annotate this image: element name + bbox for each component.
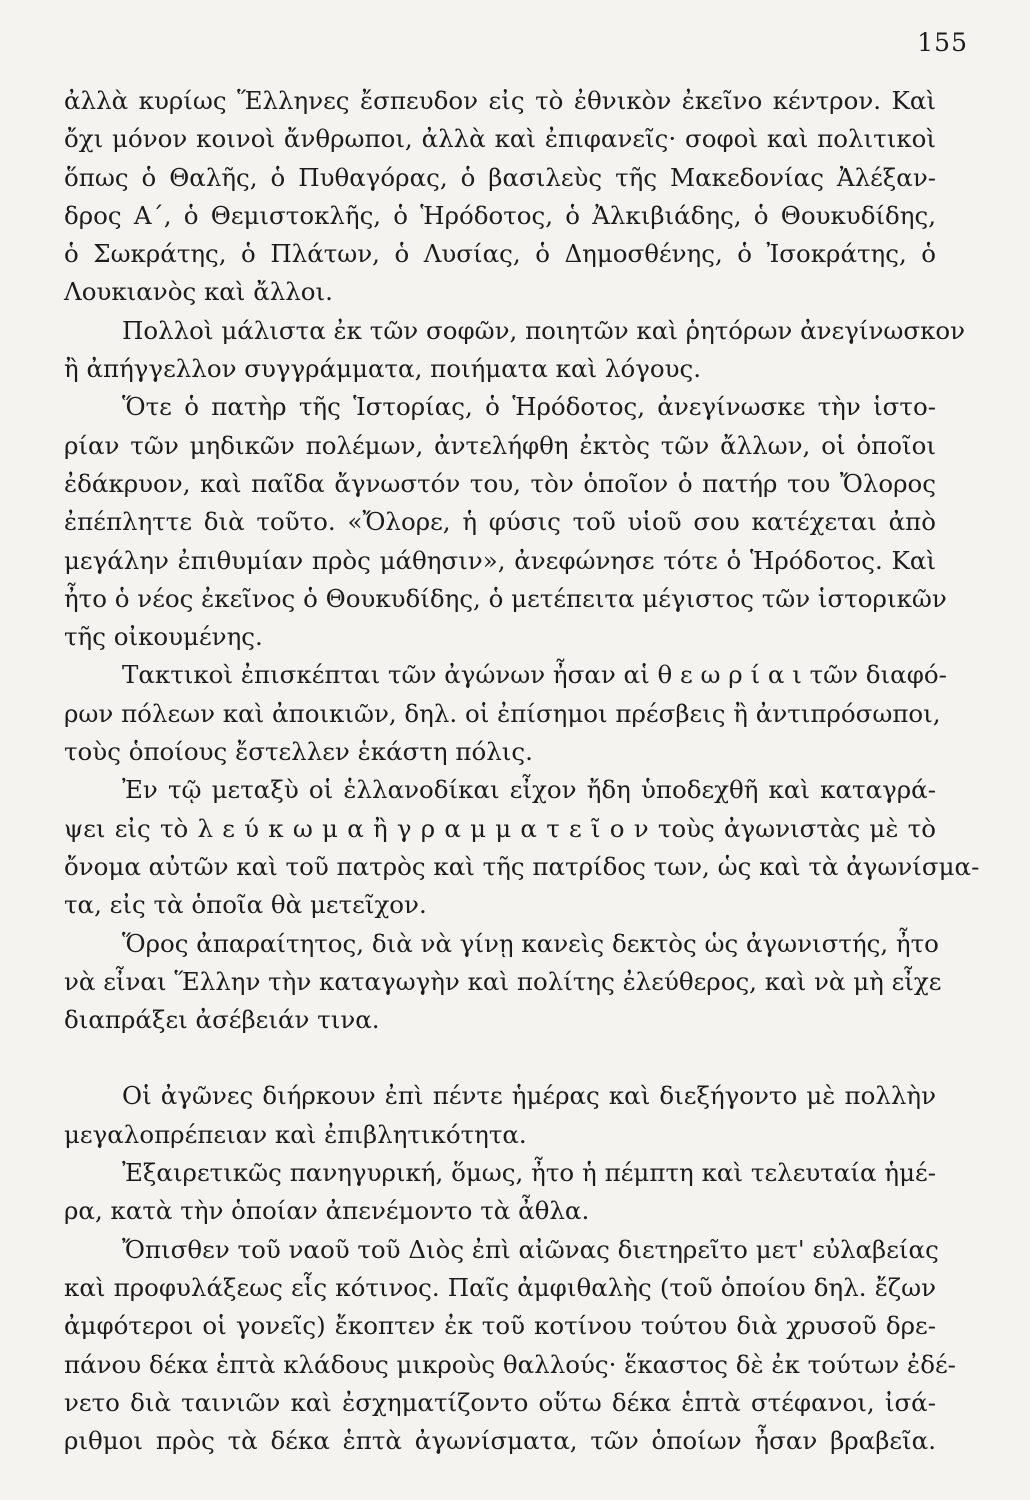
text-line: ριθμοι πρὸς τὰ δέκα ἑπτὰ ἀγωνίσματα, τῶν ὁποίων ἦσαν βραβεῖα.	[64, 1426, 936, 1456]
text-line: Οἱ ἀγῶνες διήρκουν ἐπὶ πέντε ἡμέρας καὶ διεξήγοντο μὲ πολλὴν	[122, 1081, 936, 1111]
text-line: ὄνομα αὐτῶν καὶ τοῦ πατρὸς καὶ τῆς πατρίδος των, ὡς καὶ τὰ ἀγωνίσμα-	[64, 851, 980, 881]
paragraph	[64, 1154, 936, 1231]
text-line: ἦτο ὁ νέος ἐκεῖνος ὁ Θουκυδίδης, ὁ μετέπειτα μέγιστος τῶν ἱστορικῶν	[64, 583, 947, 613]
paragraph	[64, 312, 966, 389]
text-line: νετο διὰ ταινιῶν καὶ ἐσχηματίζοντο οὕτω δέκα ἑπτὰ στέφανοι, ἰσά-	[64, 1387, 936, 1417]
text-line: Τακτικοὶ ἐπισκέπται τῶν ἀγώνων ἦσαν αἱ θ ε ω ρ ί α ι τῶν διαφό-	[122, 660, 947, 690]
text-line: ἐπέπληττε διὰ τοῦτο. «Ὄλορε, ἡ φύσις τοῦ υἱοῦ σου κατέχεται ἀπὸ	[64, 507, 936, 537]
text-line: ἀμφότεροι οἱ γονεῖς) ἔκοπτεν ἐκ τοῦ κοτίνου τούτου διὰ χρυσοῦ δρε-	[64, 1311, 936, 1341]
paragraph	[64, 1077, 936, 1154]
text-line: πάνου δέκα ἑπτὰ κλάδους μικροὺς θαλλούς· ἕκαστος δὲ ἐκ τούτων ἐδέ-	[64, 1349, 956, 1379]
text-line: Λουκιανὸς καὶ ἄλλοι.	[64, 277, 333, 307]
text-line: ρων πόλεων καὶ ἀποικιῶν, δηλ. οἱ ἐπίσημοι πρέσβεις ἢ ἀντιπρόσωποι,	[64, 698, 941, 728]
text-line: Ἐν τῷ μεταξὺ οἱ ἑλλανοδίκαι εἶχον ἤδη ὑποδεχθῆ καὶ καταγρά-	[122, 775, 936, 805]
paragraph	[64, 1231, 956, 1461]
text-line: τῆς οἰκουμένης.	[64, 622, 263, 652]
text-line: δρος Α΄, ὁ Θεμιστοκλῆς, ὁ Ἡρόδοτος, ὁ Ἀλκιβιάδης, ὁ Θουκυδίδης,	[64, 200, 936, 230]
text-line: τα, εἰς τὰ ὁποῖα θὰ μετεῖχον.	[64, 890, 427, 920]
text-line: διαπράξει ἀσέβειάν τινα.	[64, 1005, 380, 1035]
text-line: νὰ εἶναι Ἕλλην τὴν καταγωγὴν καὶ πολίτης ἐλεύθερος, καὶ νὰ μὴ εἶχε	[64, 966, 942, 996]
paragraph	[64, 925, 942, 1040]
text-line: Ὄπισθεν τοῦ ναοῦ τοῦ Διὸς ἐπὶ αἰῶνας διετηρεῖτο μετ' εὐλαβείας	[122, 1234, 939, 1264]
text-line: καὶ προφυλάξεως εἷς κότινος. Παῖς ἀμφιθαλὴς (τοῦ ὁποίου δηλ. ἔζων	[64, 1272, 936, 1302]
body-text	[64, 82, 980, 1460]
paragraph	[64, 388, 947, 656]
text-line: ὄχι μόνον κοινοὶ ἄνθρωποι, ἀλλὰ καὶ ἐπιφανεῖς· σοφοὶ καὶ πολιτικοὶ	[64, 124, 936, 154]
text-line: ρίαν τῶν μηδικῶν πολέμων, ἀντελήφθη ἐκτὸς τῶν ἄλλων, οἱ ὁποῖοι	[64, 430, 936, 460]
page-number: 155	[917, 28, 968, 57]
text-line: ρα, κατὰ τὴν ὁποίαν ἀπενέμοντο τὰ ἆθλα.	[64, 1196, 590, 1226]
text-line: ὁ Σωκράτης, ὁ Πλάτων, ὁ Λυσίας, ὁ Δημοσθένης, ὁ Ἰσοκράτης, ὁ	[64, 239, 936, 269]
text-line: ψει εἰς τὸ λ ε ύ κ ω μ α ἢ γ ρ α μ μ α τ ε ῖ ο ν τοὺς ἀγωνιστὰς μὲ τὸ	[64, 813, 936, 843]
paragraph	[64, 82, 936, 312]
paragraph	[64, 771, 980, 924]
text-line: μεγάλην ἐπιθυμίαν πρὸς μάθησιν», ἀνεφώνησε τότε ὁ Ἡρόδοτος. Καὶ	[64, 545, 936, 575]
text-line: τοὺς ὁποίους ἔστελλεν ἑκάστη πόλις.	[64, 737, 533, 767]
text-line: Ἐξαιρετικῶς πανηγυρική, ὅμως, ἦτο ἡ πέμπτη καὶ τελευταία ἡμέ-	[122, 1158, 936, 1188]
text-line: Ὅρος ἀπαραίτητος, διὰ νὰ γίνῃ κανεὶς δεκτὸς ὡς ἀγωνιστής, ἦτο	[122, 928, 939, 958]
text-line: μεγαλοπρέπειαν καὶ ἐπιβλητικότητα.	[64, 1119, 527, 1149]
text-line: ὅπως ὁ Θαλῆς, ὁ Πυθαγόρας, ὁ βασιλεὺς τῆς Μακεδονίας Ἀλέξαν-	[64, 162, 936, 192]
section-gap	[64, 1039, 936, 1077]
text-line: Ὅτε ὁ πατὴρ τῆς Ἱστορίας, ὁ Ἡρόδοτος, ἀνεγίνωσκε τὴν ἱστο-	[122, 392, 936, 422]
text-line: ἀλλὰ κυρίως Ἕλληνες ἔσπευδον εἰς τὸ ἐθνικὸν ἐκεῖνο κέντρον. Καὶ	[64, 86, 936, 115]
text-line: ἐδάκρυον, καὶ παῖδα ἄγνωστόν του, τὸν ὁποῖον ὁ πατήρ του Ὄλορος	[64, 468, 936, 498]
paragraph	[64, 656, 947, 771]
text-line: Πολλοὶ μάλιστα ἐκ τῶν σοφῶν, ποιητῶν καὶ ῥητόρων ἀνεγίνωσκον	[122, 315, 966, 345]
text-line: ἢ ἀπήγγελλον συγγράμματα, ποιήματα καὶ λόγους.	[64, 354, 701, 384]
